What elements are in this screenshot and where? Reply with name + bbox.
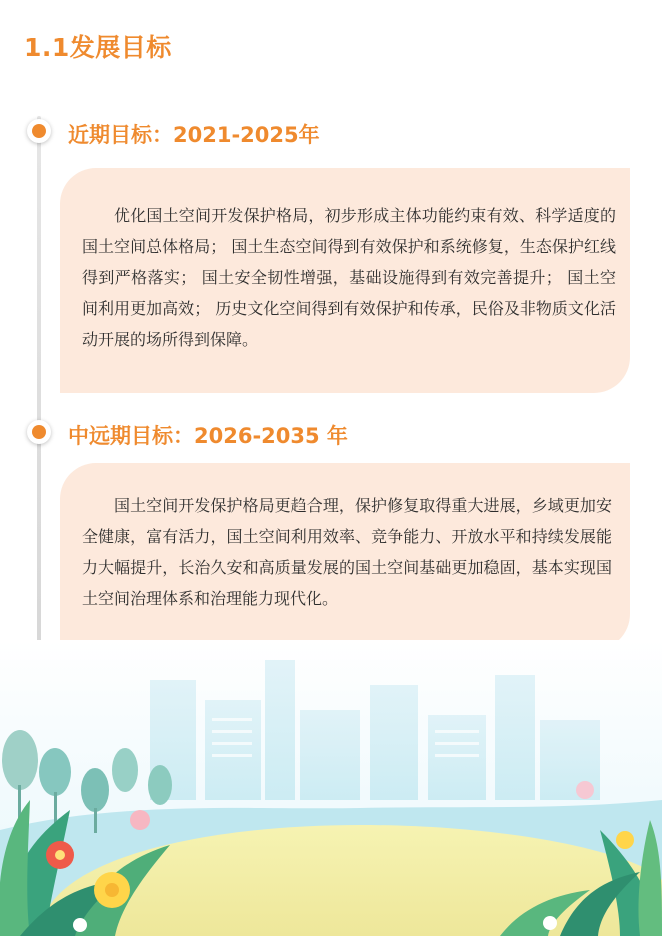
timeline-dot [27,420,51,444]
section-heading-long-term: 中远期目标：2026-2035 年 [68,424,348,448]
landscape-illustration [0,640,662,936]
near-term-goal-text: 优化国土空间开发保护格局，初步形成主体功能约束有效、科学适度的国土空间总体格局； 国土生态空间得到有效保护和系统修复，生态保护红线得到严格落实； 国土安全韧性增强，基础设施得到有效完善提升； 国土空间利用更加高效； 历史文化空间得到有效保护和传承，民俗及非物质文化活动开展的场所得到保障。 [82,206,616,349]
timeline-dot [27,119,51,143]
section-heading-near-term: 近期目标：2021-2025年 [68,123,320,147]
near-term-goal-card [60,168,630,393]
long-term-goal-text: 国土空间开发保护格局更趋合理，保护修复取得重大进展，乡域更加安全健康，富有活力，国土空间利用效率、竞争能力、开放水平和持续发展能力大幅提升，长治久安和高质量发展的国土空间基础更加稳固，基本实现国土空间治理体系和治理能力现代化。 [82,496,612,608]
page-title: 1.1发展目标 [24,33,172,62]
timeline-line [37,116,41,692]
long-term-goal-card [60,463,630,650]
